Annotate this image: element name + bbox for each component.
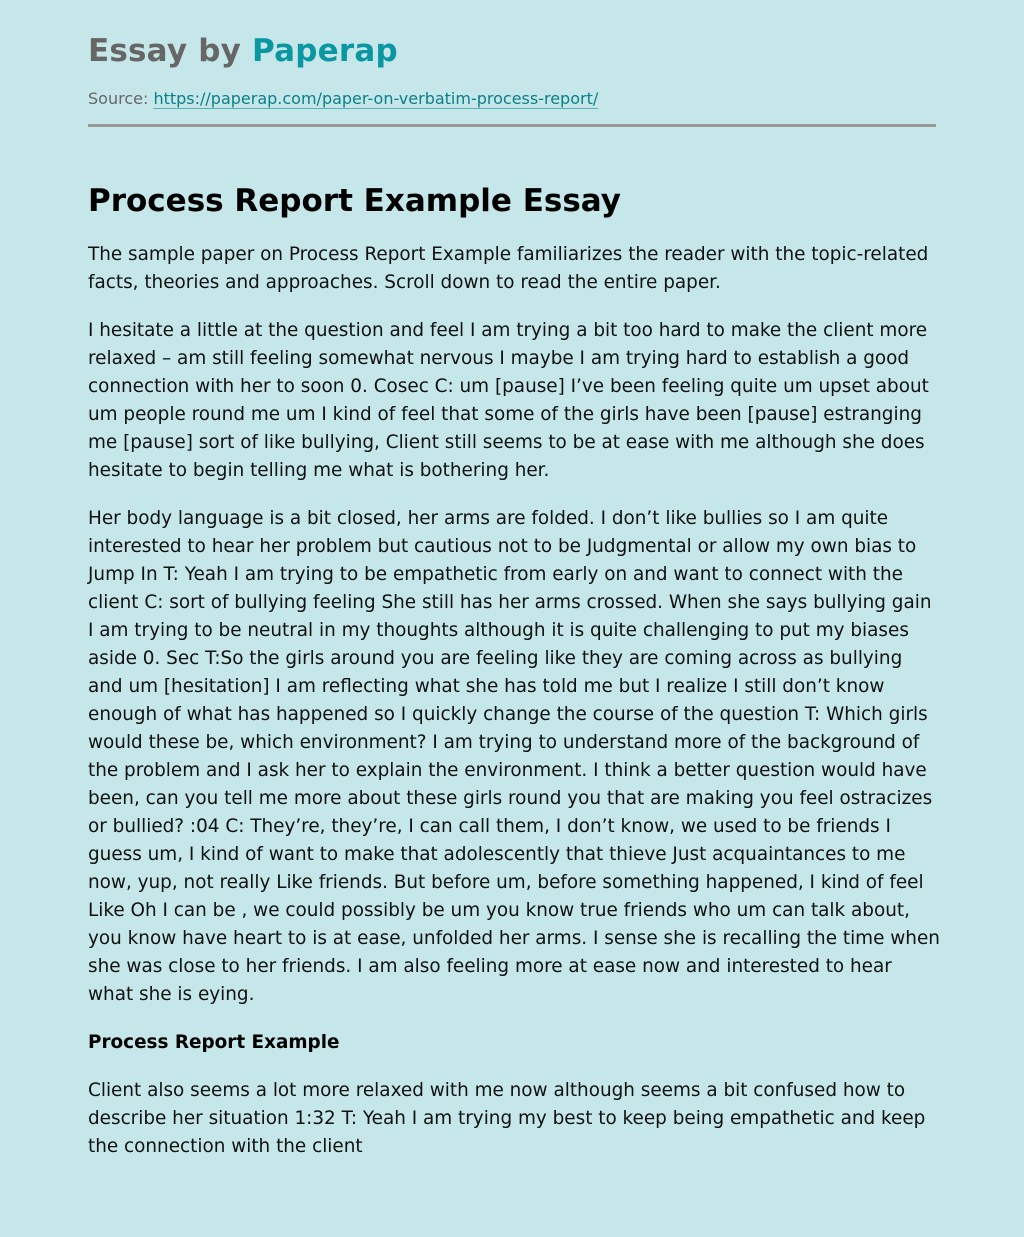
page-title: Process Report Example Essay [88,183,621,219]
source-line [88,88,598,110]
body-paragraph: I hesitate a little at the question and feel I am trying a bit too hard to make the client more relaxed – am still feeling somewhat nervous I maybe I am trying hard to establish a good connection with her to soon 0. Cosec C: um [pause] I’ve been feeling quite um upset about um people round me um I kind of feel that some of the girls have been [pause] estranging me [pause] sort of like bullying, Client still seems to be at ease with me although she does hesitate to begin telling me what is bothering her. [88,320,929,481]
body-paragraph: Her body language is a bit closed, her arms are folded. I don’t like bullies so I am quite interested to hear her problem but cautious not to be Judgmental or allow my own bias to Jump In T: Yeah I am trying to be empathetic from early on and want to connect with the client C: sort of bullying feeling She still has her arms crossed. When she says bullying gain I am trying to be neutral in my thoughts although it is quite challenging to put my biases aside 0. Sec T:So the girls around you are feeling like they are coming across as bullying and um [hesitation] I am reflecting what she has told me but I realize I still don’t know enough of what has happened so I quickly change the course of the question T: Which girls would these be, which environment? I am trying to understand more of the background of the problem and I ask her to explain the environment. I think a better question would have been, can you tell me more about these girls round you that are making you feel ostracizes or bullied? :04 C: They’re, they’re, I can call them, I don’t know, we used to be friends I guess um, I kind of want to make that adolescently that thieve Just acquaintances to me now, yup, not really Like friends. But before um, before something happened, I kind of feel Like Oh I can be , we could possibly be um you know true friends who um can talk about, you know have heart to is at ease, unfolded her arms. I sense she is recalling the time when she was close to her friends. I am also feeling more at ease now and interested to hear what she is eying. [88,508,940,1005]
site-brand [88,31,398,71]
article-body [88,241,940,1181]
intro-paragraph: The sample paper on Process Report Example familiarizes the reader with the topic-related facts, theories and approaches. Scroll down to read the entire paper. [88,244,929,293]
brand-name: Paperap [252,33,398,69]
brand-prefix: Essay by [88,33,253,69]
body-paragraph: Client also seems a lot more relaxed with me now although seems a bit confused how to describe her situation 1:32 T: Yeah I am trying my best to keep being empathetic and keep the connection with the client [88,1080,926,1157]
source-label: Source: [88,89,154,108]
source-link[interactable]: https://paperap.com/paper-on-verbatim-process-report/ [153,89,599,108]
header-divider [88,124,936,127]
section-heading: Process Report Example [88,1032,340,1053]
